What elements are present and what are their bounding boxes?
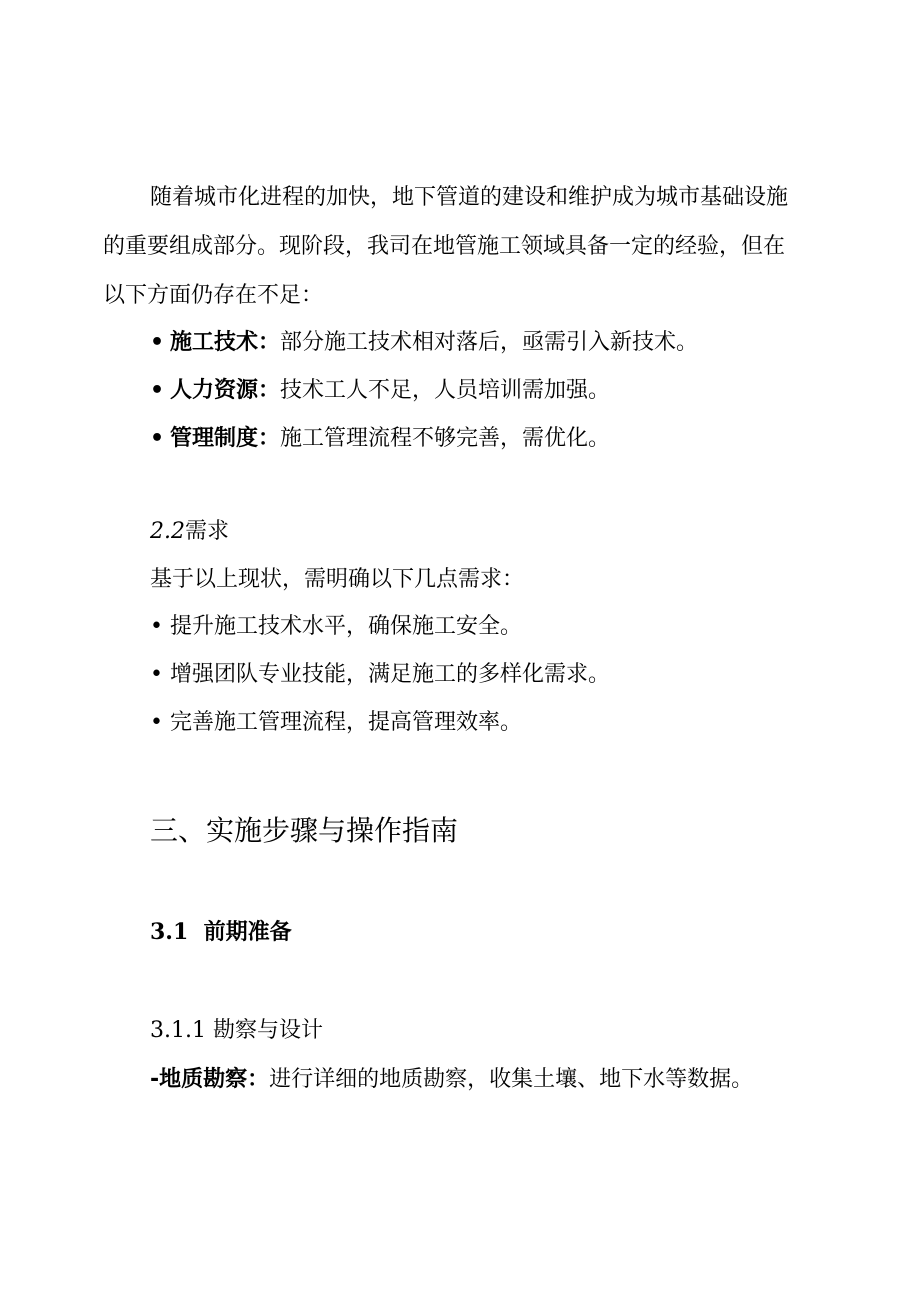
bullet-icon: • <box>150 662 163 687</box>
item-label: 施工技术： <box>170 330 281 355</box>
intro-line-3: 以下方面仍存在不足： <box>103 283 324 308</box>
item-text: 提升施工技术水平，确保施工安全。 <box>170 614 523 639</box>
item-text: 技术工人不足，人员培训需加强。 <box>280 378 611 403</box>
bullet-icon: • <box>150 330 165 355</box>
section-heading-3-1: 3.1 前期准备 <box>150 919 292 945</box>
item-text: 完善施工管理流程，提高管理效率。 <box>170 710 523 735</box>
intro-line-2: 的重要组成部分。现阶段，我司在地管施工领域具备一定的经验，但在 <box>103 234 786 259</box>
item-label: 地质勘察： <box>159 1067 270 1092</box>
chapter-title: 三、实施步骤与操作指南 <box>150 814 459 847</box>
section-heading-2-2 <box>150 518 229 546</box>
list-item <box>150 1066 753 1094</box>
bullet-icon: • <box>150 614 163 639</box>
section-number: 2.2 <box>150 519 185 544</box>
dash-marker: - <box>150 1067 160 1092</box>
item-text: 进行详细的地质勘察，收集土壤、地下水等数据。 <box>269 1067 754 1092</box>
list-item <box>150 613 522 641</box>
list-item <box>150 425 610 453</box>
item-text: 施工管理流程不够完善，需优化。 <box>280 426 611 451</box>
item-text: 部分施工技术相对落后，亟需引入新技术。 <box>280 330 699 355</box>
section-2-2-intro: 基于以上现状，需明确以下几点需求： <box>150 567 525 592</box>
item-label: 人力资源： <box>170 378 281 403</box>
subsection-heading-3-1-1: 3.1.1 勘察与设计 <box>150 1018 323 1043</box>
list-item <box>150 709 522 737</box>
list-item <box>150 377 610 405</box>
item-label: 管理制度： <box>170 426 281 451</box>
list-item <box>150 329 698 357</box>
intro-line-1: 随着城市化进程的加快，地下管道的建设和维护成为城市基础设施 <box>150 185 789 210</box>
bullet-icon: • <box>150 426 165 451</box>
item-text: 增强团队专业技能，满足施工的多样化需求。 <box>170 662 611 687</box>
bullet-icon: • <box>150 378 165 403</box>
bullet-icon: • <box>150 710 163 735</box>
list-item <box>150 661 610 689</box>
section-title: 需求 <box>185 519 230 544</box>
